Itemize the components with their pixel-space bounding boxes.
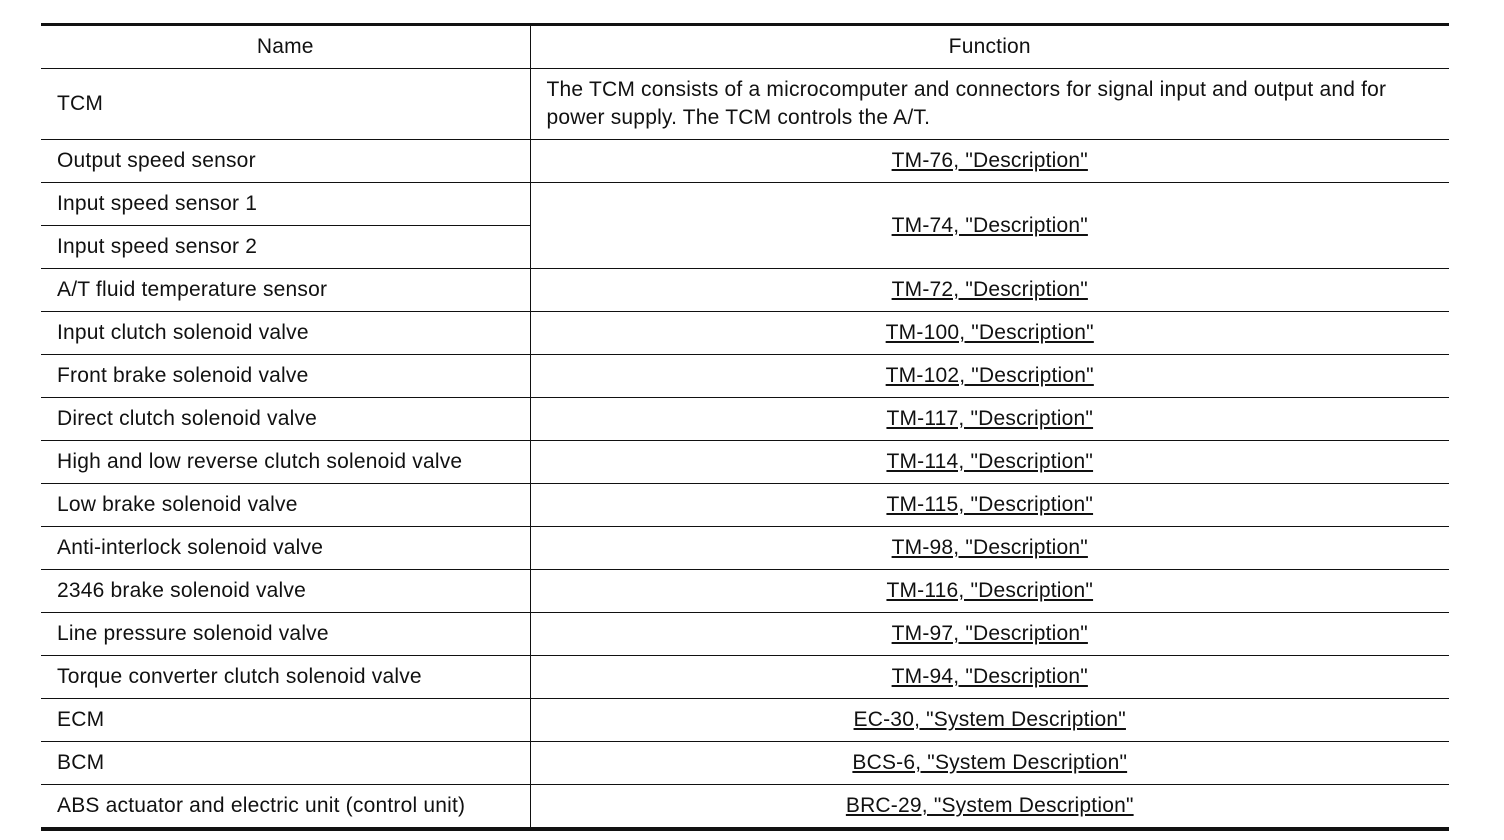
function-cell xyxy=(530,570,1449,613)
function-cell xyxy=(530,398,1449,441)
description-link[interactable]: TM-100, "Description" xyxy=(885,321,1094,344)
component-function-table xyxy=(41,23,1449,831)
description-link[interactable]: TM-97, "Description" xyxy=(891,622,1088,645)
component-name: Direct clutch solenoid valve xyxy=(41,398,530,441)
description-link[interactable]: TM-115, "Description" xyxy=(886,493,1094,516)
table-row xyxy=(41,613,1449,656)
component-name: A/T fluid temperature sensor xyxy=(41,269,530,312)
component-name: BCM xyxy=(41,742,530,785)
table-row xyxy=(41,656,1449,699)
table-row xyxy=(41,484,1449,527)
description-link[interactable]: EC-30, "System Description" xyxy=(853,708,1126,731)
column-header-name: Name xyxy=(41,25,530,69)
component-name: Torque converter clutch solenoid valve xyxy=(41,656,530,699)
table-row xyxy=(41,69,1449,140)
description-link[interactable]: TM-102, "Description" xyxy=(885,364,1094,387)
function-cell xyxy=(530,312,1449,355)
component-name: High and low reverse clutch solenoid valve xyxy=(41,441,530,484)
description-link[interactable]: BCS-6, "System Description" xyxy=(852,751,1128,774)
component-name: Anti-interlock solenoid valve xyxy=(41,527,530,570)
table-row xyxy=(41,527,1449,570)
component-name: Front brake solenoid valve xyxy=(41,355,530,398)
function-cell xyxy=(530,656,1449,699)
component-name: ECM xyxy=(41,699,530,742)
function-cell xyxy=(530,355,1449,398)
function-cell xyxy=(530,140,1449,183)
component-name: Input speed sensor 2 xyxy=(41,226,530,269)
table-header-row xyxy=(41,25,1449,69)
function-cell xyxy=(530,699,1449,742)
table-row xyxy=(41,570,1449,613)
description-link[interactable]: TM-94, "Description" xyxy=(891,665,1088,688)
component-name: TCM xyxy=(41,69,530,140)
component-name: Input speed sensor 1 xyxy=(41,183,530,226)
description-link[interactable]: TM-117, "Description" xyxy=(886,407,1094,430)
table-row xyxy=(41,785,1449,830)
function-cell xyxy=(530,613,1449,656)
function-cell xyxy=(530,785,1449,830)
table-row xyxy=(41,699,1449,742)
table-row xyxy=(41,140,1449,183)
component-name: 2346 brake solenoid valve xyxy=(41,570,530,613)
function-cell xyxy=(530,441,1449,484)
function-cell xyxy=(530,484,1449,527)
description-link[interactable]: TM-114, "Description" xyxy=(886,450,1094,473)
table-row xyxy=(41,269,1449,312)
function-cell xyxy=(530,527,1449,570)
description-link[interactable]: BRC-29, "System Description" xyxy=(845,794,1134,817)
column-header-function: Function xyxy=(530,25,1449,69)
table-row xyxy=(41,742,1449,785)
description-link[interactable]: TM-74, "Description" xyxy=(891,213,1088,237)
component-function-text: The TCM consists of a microcomputer and connectors for signal input and output and for power supply. The TCM controls the A/T. xyxy=(530,69,1449,140)
table-row xyxy=(41,183,1449,226)
component-name: Line pressure solenoid valve xyxy=(41,613,530,656)
component-name: Input clutch solenoid valve xyxy=(41,312,530,355)
description-link[interactable]: TM-116, "Description" xyxy=(886,579,1094,602)
function-cell xyxy=(530,183,1449,269)
component-name: Low brake solenoid valve xyxy=(41,484,530,527)
table-row xyxy=(41,312,1449,355)
component-name: ABS actuator and electric unit (control unit) xyxy=(41,785,530,830)
description-link[interactable]: TM-76, "Description" xyxy=(891,149,1088,172)
description-link[interactable]: TM-98, "Description" xyxy=(891,536,1088,559)
table-row xyxy=(41,355,1449,398)
description-link[interactable]: TM-72, "Description" xyxy=(891,278,1088,301)
function-cell xyxy=(530,269,1449,312)
component-name: Output speed sensor xyxy=(41,140,530,183)
table-row xyxy=(41,398,1449,441)
function-cell xyxy=(530,742,1449,785)
table-row xyxy=(41,441,1449,484)
